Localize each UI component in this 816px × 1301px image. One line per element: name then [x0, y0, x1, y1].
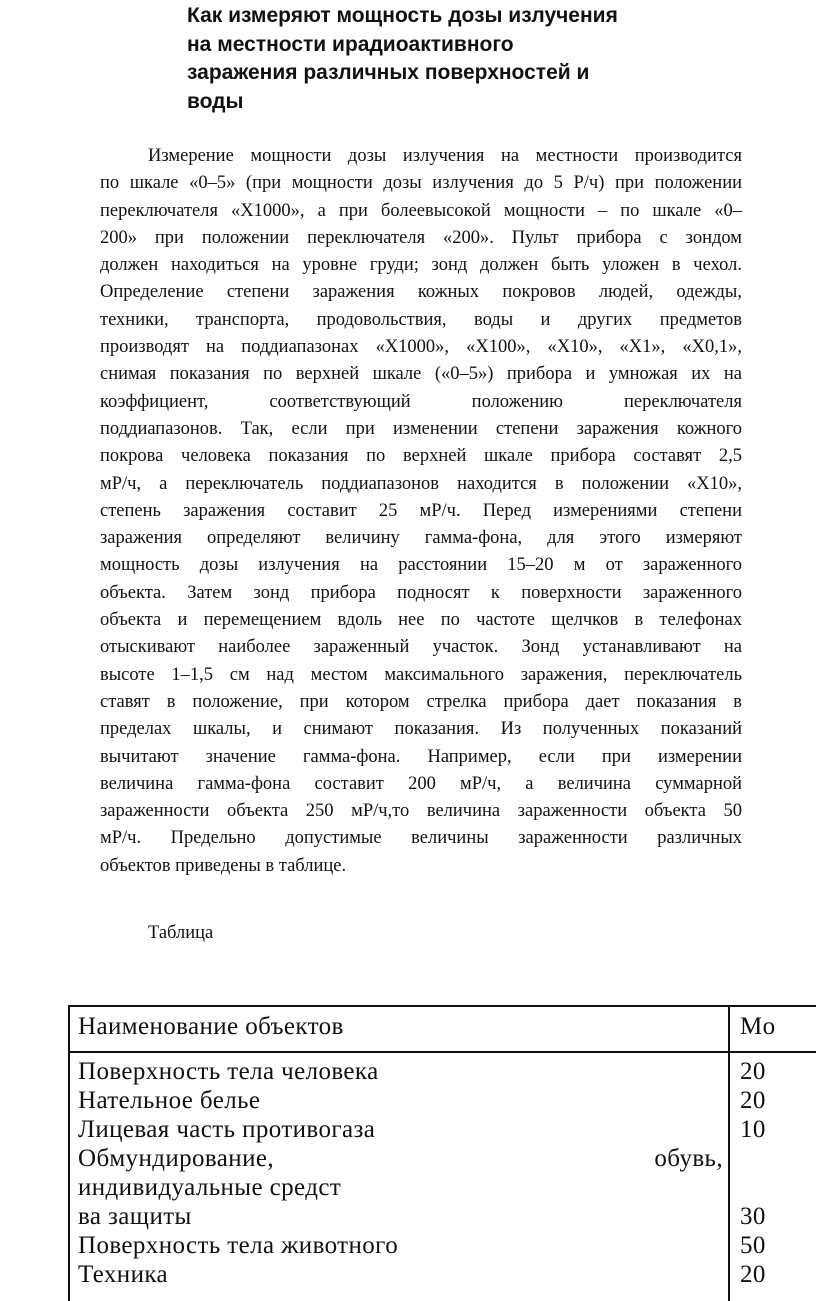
paragraph-line: объекта. Затем зонд прибора подносят к поверхности зараженного: [100, 582, 742, 603]
paragraph-line: производят на поддиапазонах «Х1000», «Х100», «Х10», «Х1», «Х0,1»,: [100, 337, 742, 358]
table-row-value: 50: [740, 1232, 766, 1259]
table-row-value: 20: [740, 1058, 766, 1085]
table-row-name: Поверхность тела животного: [78, 1232, 399, 1259]
paragraph-line: мР/ч, а переключатель поддиапазонов находится в положении «Х10»,: [100, 473, 742, 494]
paragraph-line: должен находиться на уровне груди; зонд должен быть уложен в чехол.: [100, 255, 742, 276]
paragraph-line: Определение степени заражения кожных покровов людей, одежды,: [100, 282, 742, 303]
table-row-name: Техника: [78, 1261, 169, 1288]
paragraph-line: мощность дозы излучения на расстоянии 15–20 м от зараженного: [100, 555, 742, 576]
document-title: [187, 2, 687, 116]
paragraph-line: техники, транспорта, продовольствия, воды и других предметов: [100, 309, 742, 330]
paragraph-line: покрова человека показания по верхней шкале прибора составят 2,5: [100, 446, 742, 467]
contamination-limits-table: [68, 1005, 816, 1301]
paragraph-line: поддиапазонов. Так, если при изменении степени заражения кожного: [100, 418, 742, 439]
table-row-value: 20: [740, 1087, 766, 1114]
paragraph-line: объектов приведены в таблице.: [100, 855, 347, 876]
paragraph-line: величина гамма-фона составит 200 мР/ч, а величина суммарной: [100, 773, 742, 794]
table-row-value: 30: [740, 1203, 766, 1230]
table-row-value: 10: [740, 1116, 766, 1143]
table-row-name-part: Обмундирование,: [78, 1145, 275, 1172]
paragraph-line: мР/ч. Предельно допустимые величины зараженности различных: [100, 828, 742, 849]
paragraph-line: заражения определяют величину гамма-фона, для этого измеряют: [100, 528, 742, 549]
title-line: заражения различных поверхностей и: [187, 61, 590, 84]
table-row-name-part: обувь,: [654, 1145, 723, 1172]
table-row-name-line: ва защиты: [78, 1203, 192, 1230]
paragraph-line: степень заражения составит 25 мР/ч. Перед измерениями степени: [100, 500, 742, 521]
paragraph-line: коэффициент, соответствующий положению переключателя: [100, 391, 742, 412]
paragraph-line: переключателя «Х1000», а при болеевысокой мощности – по шкале «0–: [100, 200, 742, 221]
paragraph-line: высоте 1–1,5 см над местом максимального заражения, переключатель: [100, 664, 742, 685]
table-row-value: 20: [740, 1261, 766, 1288]
header-object-name: Наименование объектов: [78, 1013, 344, 1040]
table-row-name-line: [78, 1144, 723, 1173]
title-line: Как измеряют мощность дозы излучения: [187, 4, 618, 27]
paragraph-line: 200» при положении переключателя «200». Пульт прибора с зондом: [100, 227, 742, 248]
table-row-name: [78, 1144, 723, 1231]
table-row-name: Поверхность тела человека: [78, 1058, 379, 1085]
header-value: Mo: [740, 1013, 776, 1040]
title-line: воды: [187, 89, 244, 113]
paragraph-line: объекта и перемещением вдоль нее по частоте щелчков в телефонах: [100, 610, 742, 631]
paragraph-line: вычитают значение гамма-фона. Например, если при измерении: [100, 746, 742, 767]
paragraph-line: снимая показания по верхней шкале («0–5») прибора и умножая их на: [100, 364, 742, 385]
paragraph-line: отыскивают наиболее зараженный участок. Зонд устанавливают на: [100, 637, 742, 658]
paragraph-line: зараженности объекта 250 мР/ч,то величина зараженности объекта 50: [100, 801, 742, 822]
table-row-name: Лицевая часть противогаза: [78, 1116, 376, 1143]
paragraph-line: пределах шкалы, и снимают показания. Из полученных показаний: [100, 719, 742, 740]
paragraph-line: Измерение мощности дозы излучения на местности производится: [148, 146, 742, 166]
table-caption: Таблица: [148, 923, 214, 943]
title-line: на местности ирадиоактивного: [187, 32, 514, 56]
table-row-name-line: индивидуальные средст: [78, 1174, 342, 1201]
paragraph-line: ставят в положение, при котором стрелка прибора дает показания в: [100, 691, 742, 712]
paragraph-line: по шкале «0–5» (при мощности дозы излучения до 5 Р/ч) при положении: [100, 173, 742, 194]
table-row-name: Нательное белье: [78, 1087, 261, 1114]
header-divider: [70, 1051, 816, 1053]
main-paragraph: [100, 143, 742, 880]
